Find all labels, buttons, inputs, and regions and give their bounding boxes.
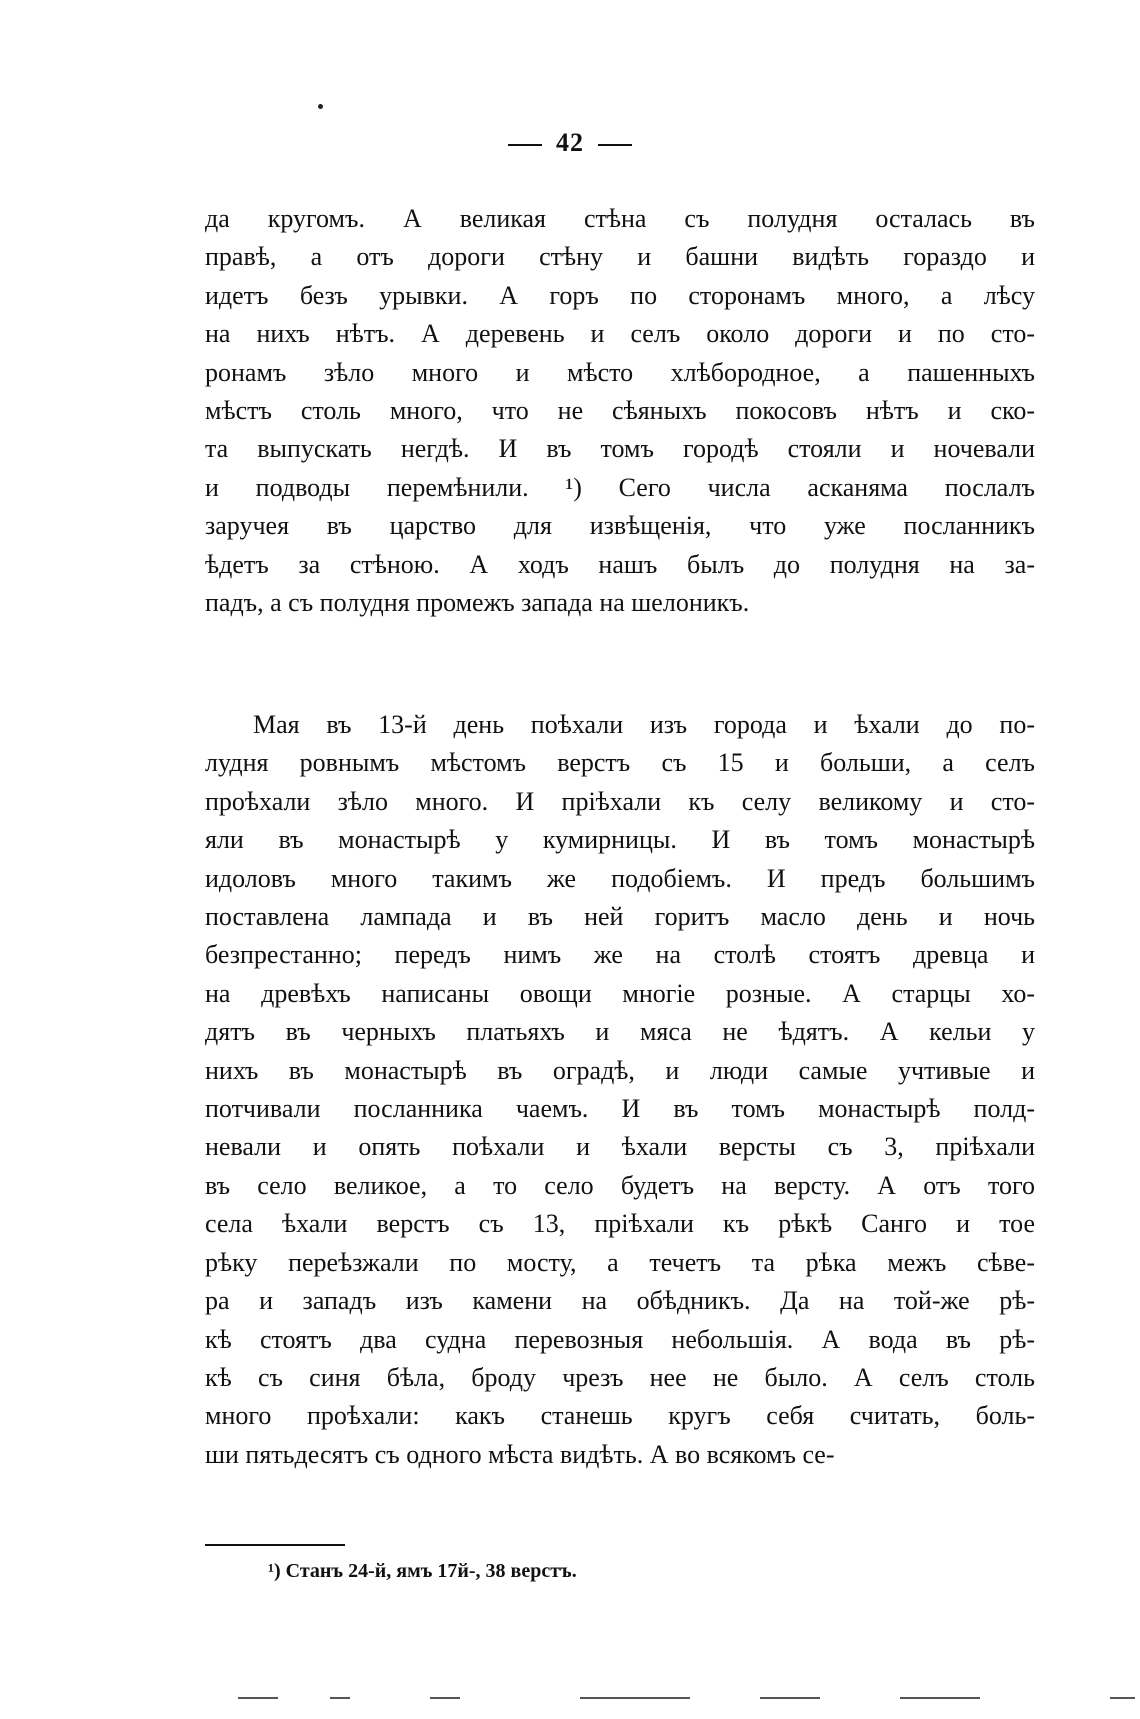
text-line: та выпускать негдѣ. И въ томъ городѣ стояли и ночевали	[205, 434, 1035, 464]
text-line: невали и опять поѣхали и ѣхали версты съ 3, пріѣхали	[205, 1132, 1035, 1162]
text-line: много проѣхали: какъ станешь кругъ себя считать, боль-	[205, 1401, 1035, 1431]
text-line: на древѣхъ написаны овощи многіе розные. А старцы хо-	[205, 978, 1035, 1008]
text-line: лудня ровнымъ мѣстомъ верстъ съ 15 и больши, а селъ	[205, 748, 1035, 778]
text-line: ронамъ зѣло много и мѣсто хлѣбородное, а пашенныхъ	[205, 357, 1035, 387]
text-line: Мая въ 13-й день поѣхали изъ города и ѣхали до по-	[253, 710, 1035, 739]
text-line: потчивали посланника чаемъ. И въ томъ монастырѣ полд-	[205, 1094, 1035, 1124]
text-line: нихъ въ монастырѣ въ оградѣ, и люди самые учтивые и	[205, 1055, 1035, 1085]
text-line: кѣ съ синя бѣла, броду чрезъ нее не было. А селъ столь	[205, 1362, 1035, 1392]
printing-speck	[318, 104, 323, 109]
dash-left	[508, 144, 542, 146]
bottom-scan-marks	[0, 1697, 1140, 1703]
paragraph-1	[205, 200, 1035, 622]
text-line: идетъ безъ урывки. А горъ по сторонамъ много, а лѣсу	[205, 280, 1035, 310]
text-line: падъ, а съ полудня промежъ запада на шелоникъ.	[205, 588, 750, 618]
dash-right	[598, 144, 632, 146]
text-line: мѣстъ столь много, что не сѣяныхъ покосовъ нѣтъ и ско-	[205, 396, 1035, 426]
text-line: проѣхали зѣло много. И пріѣхали къ селу великому и сто-	[205, 786, 1035, 816]
text-line: безпрестанно; передъ нимъ же на столѣ стоятъ древца и	[205, 940, 1035, 970]
text-line: дятъ въ черныхъ платьяхъ и мяса не ѣдятъ. А кельи у	[205, 1017, 1035, 1047]
text-line: идоловъ много такимъ же подобіемъ. И предъ большимъ	[205, 863, 1035, 893]
text-line: и подводы перемѣнили. ¹) Сего числа асканяма послалъ	[205, 472, 1035, 502]
text-line: да кругомъ. А великая стѣна съ полудня осталась въ	[205, 204, 1035, 233]
paragraph-2	[205, 706, 1035, 1474]
text-line: въ село великое, а то село будетъ на версту. А отъ того	[205, 1170, 1035, 1200]
page-number-value: 42	[556, 128, 584, 157]
page-number	[0, 128, 1140, 158]
text-line: заручея въ царство для извѣщенія, что уже посланникъ	[205, 511, 1035, 541]
footnote: ¹) Станъ 24-й, ямъ 17й-, 38 верстъ.	[268, 1560, 577, 1582]
text-line: села ѣхали верстъ съ 13, пріѣхали къ рѣкѣ Санго и тое	[205, 1209, 1035, 1239]
text-line: яли въ монастырѣ у кумирницы. И въ томъ монастырѣ	[205, 825, 1035, 855]
text-line: ѣдетъ за стѣною. А ходъ нашъ былъ до полудня на за-	[205, 549, 1035, 579]
text-line: поставлена лампада и въ ней горитъ масло день и ночь	[205, 902, 1035, 932]
text-line: ра и западъ изъ камени на обѣдникъ. Да на той-же рѣ-	[205, 1286, 1035, 1316]
footnote-rule	[205, 1544, 345, 1546]
text-line: на нихъ нѣтъ. А деревень и селъ около дороги и по сто-	[205, 319, 1035, 349]
text-line: рѣку переѣзжали по мосту, а течетъ та рѣка межъ сѣве-	[205, 1247, 1035, 1277]
text-line: правѣ, а отъ дороги стѣну и башни видѣть гораздо и	[205, 242, 1035, 272]
text-line: ши пятьдесятъ съ одного мѣста видѣть. А во всякомъ се-	[205, 1439, 835, 1469]
text-line: кѣ стоятъ два судна перевозныя небольшія. А вода въ рѣ-	[205, 1324, 1035, 1354]
